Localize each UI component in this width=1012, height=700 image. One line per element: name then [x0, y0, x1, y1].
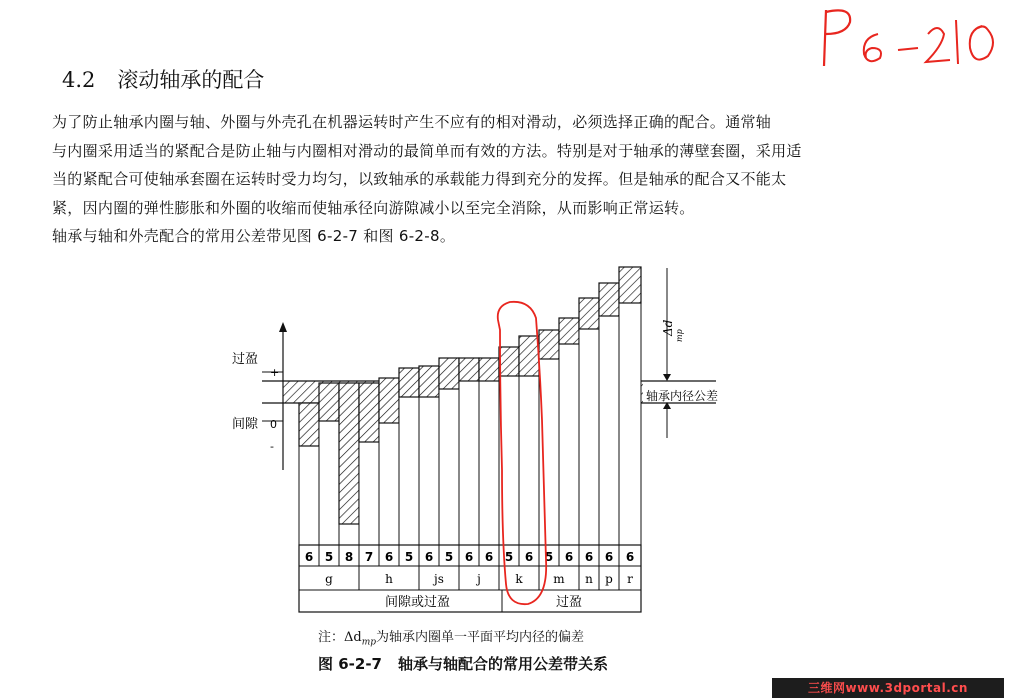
tolerance-zone-hatch	[459, 358, 479, 381]
fit-label: p	[605, 572, 613, 586]
grade-label: 6	[484, 550, 494, 564]
label-plus: +	[270, 366, 280, 379]
fit-label: n	[585, 572, 593, 586]
paragraph-line: 与内圈采用适当的紧配合是防止轴与内圈相对滑动的最简单而有效的方法。特别是对于轴承的薄壁套圈，采用适	[52, 141, 802, 160]
figure-number: 图 6-2-7	[318, 655, 382, 673]
fit-label: h	[385, 572, 393, 586]
site-watermark	[772, 678, 1004, 698]
fit-label: g	[325, 572, 333, 586]
tolerance-zone-hatch	[419, 366, 439, 397]
paragraph-line: 紧，因内圈的弹性膨胀和外圈的收缩而使轴承径向游隙减小以至完全消除，从而影响正常运转。	[52, 198, 695, 217]
grade-label: 8	[344, 550, 354, 564]
grade-label: 6	[564, 550, 574, 564]
fit-label: j	[477, 572, 481, 586]
tolerance-bar-outline	[599, 283, 619, 545]
note-subscript: mp	[361, 637, 377, 648]
axis-arrow-up-icon	[279, 322, 287, 332]
label-interference: 过盈	[232, 352, 259, 367]
grade-row	[305, 545, 634, 566]
fit-row	[325, 566, 633, 590]
delta-label: Δd	[661, 319, 675, 336]
label-clearance: 间隙	[232, 417, 259, 432]
tolerance-zone-hatch	[439, 358, 459, 389]
grade-label: 5	[504, 550, 514, 564]
figure-note	[318, 626, 584, 648]
grade-label: 5	[444, 550, 454, 564]
tolerance-zone-hatch	[319, 383, 339, 421]
tolerance-zone-hatch	[399, 368, 419, 397]
tolerance-bar-outline	[559, 318, 579, 545]
figure-caption	[318, 653, 608, 674]
note-prefix: 注：Δd	[318, 630, 362, 645]
group-clearance-interference: 间隙或过盈	[385, 595, 451, 610]
tolerance-zone-hatch	[519, 336, 539, 376]
figure-title: 轴承与轴配合的常用公差带关系	[398, 655, 609, 673]
tolerance-zone-hatch	[579, 298, 599, 329]
tolerance-zone-hatch	[599, 283, 619, 316]
grade-label: 6	[464, 550, 474, 564]
fit-label: js	[434, 572, 444, 586]
grade-label: 7	[364, 550, 374, 564]
tolerance-zone-hatch	[479, 358, 499, 381]
fit-label: m	[553, 572, 565, 586]
tolerance-zone-hatch	[619, 267, 641, 303]
grade-label: 5	[544, 550, 554, 564]
note-text: 为轴承内圈单一平面平均内径的偏差	[376, 630, 585, 645]
paragraph-line: 为了防止轴承内圈与轴、外圈与外壳孔在机器运转时产生不应有的相对滑动，必须选择正确的配合。通常轴	[52, 113, 772, 131]
group-interference: 过盈	[556, 595, 583, 610]
tolerance-zone-hatch	[499, 347, 519, 376]
paragraph-line: 轴承与轴和外壳配合的常用公差带见图 6-2-7 和图 6-2-8。	[52, 227, 456, 245]
grade-label: 6	[625, 550, 635, 564]
fit-label: k	[515, 572, 523, 586]
tolerance-bar-outline	[479, 358, 499, 545]
tolerance-zone-hatch	[359, 383, 379, 442]
section-title: 滚动轴承的配合	[117, 68, 265, 92]
grade-label: 6	[304, 550, 314, 564]
grade-label: 6	[524, 550, 534, 564]
section-number: 4.2	[62, 68, 96, 92]
grade-label: 6	[384, 550, 394, 564]
tolerance-zone-hatch	[339, 383, 359, 524]
delta-sub-label: mp	[675, 329, 684, 342]
tolerance-bar-outline	[459, 358, 479, 545]
tolerance-zone-hatch	[379, 378, 399, 423]
label-bearing-bore: 轴承内径公差	[646, 389, 719, 403]
tolerance-zone-hatch	[299, 403, 319, 446]
grade-label: 6	[584, 550, 594, 564]
label-minus: -	[270, 440, 274, 453]
grade-label: 6	[424, 550, 434, 564]
fit-label: r	[627, 572, 633, 586]
grade-label: 5	[404, 550, 414, 564]
tolerance-bar-outline	[619, 267, 641, 545]
tolerance-bars	[299, 267, 641, 545]
paragraph-line: 当的紧配合可使轴承套圈在运转时受力均匀，以致轴承的承载能力得到充分的发挥。但是轴承的配合又不能太	[52, 170, 787, 188]
tolerance-zone-hatch	[559, 318, 579, 344]
tolerance-bar-outline	[579, 298, 599, 545]
tolerance-zone-hatch	[539, 330, 559, 359]
watermark-text: 三维网www.3dportal.cn	[808, 681, 968, 695]
grade-label: 5	[324, 550, 334, 564]
handwritten-text: P6-210	[812, 4, 816, 5]
label-zero: 0	[270, 418, 277, 431]
grade-label: 6	[604, 550, 614, 564]
